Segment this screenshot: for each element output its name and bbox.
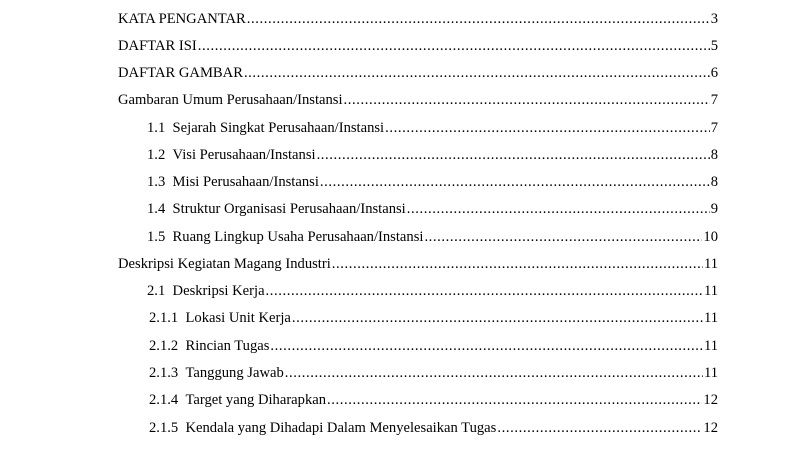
toc-entry-number: 2.1.3 xyxy=(149,365,179,381)
toc-entry-1-2[interactable] xyxy=(0,142,800,164)
toc-entry-title: DAFTAR GAMBAR xyxy=(118,65,243,81)
toc-entry-1-5[interactable] xyxy=(0,224,800,246)
toc-dot-leader xyxy=(385,119,710,137)
toc-entry-page: 8 xyxy=(710,174,718,190)
toc-entry-2-1-1[interactable] xyxy=(0,305,800,327)
toc-dot-leader xyxy=(407,200,710,218)
toc-dot-leader xyxy=(327,391,702,409)
toc-entry-page: 12 xyxy=(703,392,718,408)
toc-entry-page: 11 xyxy=(703,283,718,299)
toc-entry-2-1-4[interactable] xyxy=(0,387,800,409)
toc-entry-number: 2.1.4 xyxy=(149,392,179,408)
toc-entry-1-4[interactable] xyxy=(0,196,800,218)
toc-entry-page: 7 xyxy=(710,120,718,136)
toc-entry-title: Sejarah Singkat Perusahaan/Instansi xyxy=(172,120,385,136)
toc-entry-2-1-2[interactable] xyxy=(0,333,800,355)
toc-entry-title: Lokasi Unit Kerja xyxy=(185,310,291,326)
toc-entry-page: 11 xyxy=(703,365,718,381)
toc-dot-leader xyxy=(244,64,710,82)
toc-entry-title: Ruang Lingkup Usaha Perusahaan/Instansi xyxy=(172,229,424,245)
toc-dot-leader xyxy=(270,337,703,355)
toc-entry-number: 2.1.1 xyxy=(149,310,179,326)
toc-entry-page: 7 xyxy=(710,92,718,108)
toc-dot-leader xyxy=(292,309,703,327)
toc-dot-leader xyxy=(285,364,703,382)
toc-entry-page: 6 xyxy=(710,65,718,81)
toc-entry-1-3[interactable] xyxy=(0,169,800,191)
toc-entry-title: Target yang Diharapkan xyxy=(185,392,327,408)
toc-entry-gambaran-umum[interactable] xyxy=(0,87,800,109)
toc-entry-page: 8 xyxy=(710,147,718,163)
toc-dot-leader xyxy=(424,228,702,246)
toc-entry-number: 1.3 xyxy=(147,174,166,190)
toc-entry-title: Gambaran Umum Perusahaan/Instansi xyxy=(118,92,343,108)
toc-entry-page: 11 xyxy=(703,338,718,354)
toc-dot-leader xyxy=(247,10,710,28)
toc-dot-leader xyxy=(344,91,710,109)
toc-entry-title: Visi Perusahaan/Instansi xyxy=(172,147,316,163)
toc-entry-number: 1.4 xyxy=(147,201,166,217)
toc-entry-number: 2.1.2 xyxy=(149,338,179,354)
toc-entry-page: 12 xyxy=(703,420,718,436)
toc-entry-number: 1.2 xyxy=(147,147,166,163)
toc-entry-1-1[interactable] xyxy=(0,115,800,137)
toc-entry-title: Struktur Organisasi Perusahaan/Instansi xyxy=(172,201,406,217)
toc-entry-title: Rincian Tugas xyxy=(185,338,270,354)
toc-entry-number: 2.1 xyxy=(147,283,166,299)
toc-entry-page: 9 xyxy=(710,201,718,217)
toc-dot-leader xyxy=(266,282,703,300)
toc-entry-title: Tanggung Jawab xyxy=(185,365,284,381)
toc-entry-page: 11 xyxy=(703,256,718,272)
toc-entry-number: 2.1.5 xyxy=(149,420,179,436)
toc-entry-page: 10 xyxy=(703,229,718,245)
toc-entry-2-1-3[interactable] xyxy=(0,360,800,382)
toc-dot-leader xyxy=(198,37,710,55)
toc-entry-title: KATA PENGANTAR xyxy=(118,11,246,27)
toc-dot-leader xyxy=(332,255,703,273)
toc-dot-leader xyxy=(317,146,710,164)
toc-entry-title: DAFTAR ISI xyxy=(118,38,197,54)
toc-dot-leader xyxy=(320,173,710,191)
toc-entry-title: Kendala yang Dihadapi Dalam Menyelesaikan Tugas xyxy=(185,420,497,436)
toc-entry-2-1-5[interactable] xyxy=(0,415,800,437)
toc-entry-page: 11 xyxy=(703,310,718,326)
toc-entry-2-1[interactable] xyxy=(0,278,800,300)
toc-dot-leader xyxy=(497,419,702,437)
toc-entry-page: 5 xyxy=(710,38,718,54)
toc-entry-number: 1.1 xyxy=(147,120,166,136)
toc-entry-title: Deskripsi Kegiatan Magang Industri xyxy=(118,256,331,272)
toc-entry-title: Deskripsi Kerja xyxy=(172,283,265,299)
toc-entry-daftar-gambar[interactable] xyxy=(0,60,800,82)
toc-entry-page: 3 xyxy=(710,11,718,27)
toc-entry-daftar-isi[interactable] xyxy=(0,33,800,55)
toc-entry-number: 1.5 xyxy=(147,229,166,245)
toc-entry-title: Misi Perusahaan/Instansi xyxy=(172,174,319,190)
toc-entry-deskripsi-kegiatan[interactable] xyxy=(0,251,800,273)
toc-entry-kata-pengantar[interactable] xyxy=(0,6,800,28)
